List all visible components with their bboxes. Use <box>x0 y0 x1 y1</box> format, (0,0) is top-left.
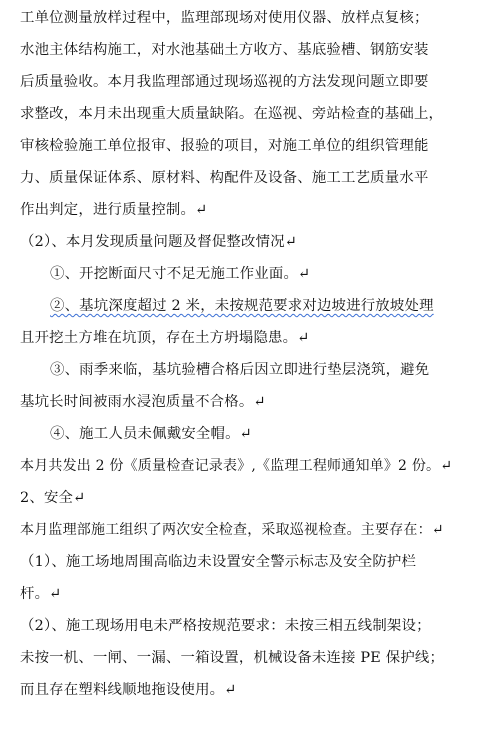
body-line-3: 后质量验收。本月我监理部通过现场巡视的方法发现问题立即要 <box>20 74 429 90</box>
issue-item-3: ③、雨季来临，基坑验槽合格后因立即进行垫层浇筑，避免 <box>50 362 430 378</box>
issue-item-3-continued: 基坑长时间被雨水浸泡质量不合格。↵ <box>20 394 266 410</box>
safety-item-2-continued: 未按一机、一闸、一漏、一箱设置，机械设备未连接 PE 保护线； <box>20 650 445 666</box>
body-line-2: 水池主体结构施工，对水池基础土方收方、基底验槽、钢筋安装 <box>20 42 429 58</box>
section-heading-quality-issues: （2）、本月发现质量问题及督促整改情况↵ <box>20 234 298 250</box>
issue-item-1: ①、开挖断面尺寸不足无施工作业面。↵ <box>50 266 311 282</box>
body-line-6: 力、质量保证体系、原材料、构配件及设备、施工工艺质量水平 <box>20 170 429 186</box>
section-heading-safety: 2、安全↵ <box>20 490 86 506</box>
issue-item-2-continued: 且开挖土方堆在坑顶，存在土方坍塌隐患。↵ <box>20 330 310 346</box>
body-line-1: 工单位测量放样过程中，监理部现场对使用仪器、放样点复核； <box>20 10 429 26</box>
safety-item-1: （1）、施工场地周围高临边未设置安全警示标志及安全防护栏 <box>20 554 417 570</box>
safety-item-1-continued: 杆。↵ <box>20 586 62 602</box>
body-line-7: 作出判定，进行质量控制。↵ <box>20 202 208 218</box>
issue-item-2: ②、基坑深度超过 2 米，未按规范要求对边坡进行放坡处理 <box>50 298 434 314</box>
body-line-5: 审核检验施工单位报审、报验的项目，对施工单位的组织管理能 <box>20 138 429 154</box>
notices-summary: 本月共发出 2 份《质量检查记录表》,《监理工程师通知单》2 份。↵ <box>20 458 453 474</box>
safety-item-2-end: 而且存在塑料线顺地拖设使用。↵ <box>20 682 237 698</box>
safety-item-2: （2）、施工现场用电未严格按规范要求：未按三相五线制架设； <box>20 618 431 634</box>
issue-item-4: ④、施工人员未佩戴安全帽。↵ <box>50 426 252 442</box>
body-line-4: 求整改，本月未出现重大质量缺陷。在巡视、旁站检查的基础上， <box>20 106 444 122</box>
safety-intro: 本月监理部施工组织了两次安全检查，采取巡视检查。主要存在：↵ <box>20 522 444 538</box>
